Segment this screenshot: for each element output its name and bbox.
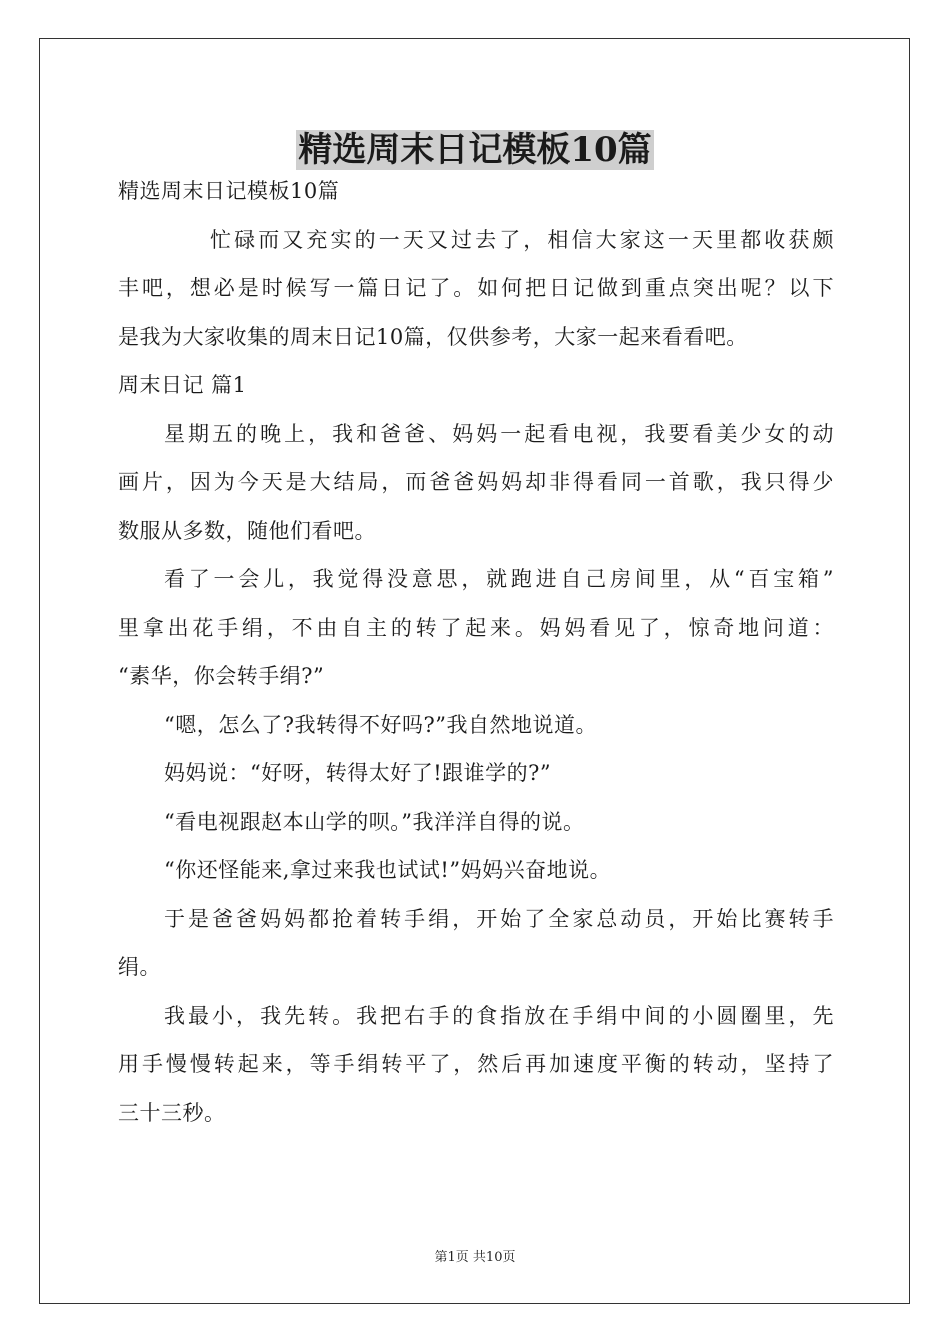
text-line: 绢。 [118,955,161,979]
text-line: 丰吧，想必是时候写一篇日记了。如何把日记做到重点突出呢？以下 [118,276,834,300]
document-body [118,178,834,1148]
document-title [0,128,950,172]
text-line: “素华，你会转手绢?” [118,664,325,688]
text-line: 三十三秒。 [118,1100,226,1125]
text-line: 周末日记 篇1 [118,373,247,397]
text-line: 数服从多数，随他们看吧。 [118,518,376,543]
text-line: 精选周末日记模板10篇 [118,179,340,203]
text-line: 忙碌而又充实的一天又过去了，相信大家这一天里都收获颇 [210,227,834,252]
text-line: 里拿出花手绢，不由自主的转了起来。妈妈看见了，惊奇地问道： [118,615,834,640]
text-line: 妈妈说：“好呀，转得太好了!跟谁学的?” [164,761,552,785]
text-line: “看电视跟赵本山学的呗。”我洋洋自得的说。 [164,809,585,834]
text-line: 我最小，我先转。我把右手的食指放在手绢中间的小圆圈里，先 [164,1003,834,1028]
text-line: 星期五的晚上，我和爸爸、妈妈一起看电视，我要看美少女的动 [164,421,834,446]
text-line: “你还怪能来,拿过来我也试试!”妈妈兴奋地说。 [164,858,612,882]
text-line: 画片，因为今天是大结局，而爸爸妈妈却非得看同一首歌，我只得少 [118,470,834,494]
text-line: 看了一会儿，我觉得没意思，就跑进自己房间里，从“百宝箱” [164,567,834,591]
page-footer: 第1页 共10页 [434,1250,516,1265]
text-line: 用手慢慢转起来，等手绢转平了，然后再加速度平衡的转动，坚持了 [118,1052,834,1076]
text-line: 于是爸爸妈妈都抢着转手绢，开始了全家总动员，开始比赛转手 [164,906,834,931]
document-title-text: 精选周末日记模板10篇 [298,130,652,170]
text-line: 是我为大家收集的周末日记10篇，仅供参考，大家一起来看看吧。 [118,324,748,349]
text-line: “嗯，怎么了?我转得不好吗?”我自然地说道。 [164,712,597,737]
